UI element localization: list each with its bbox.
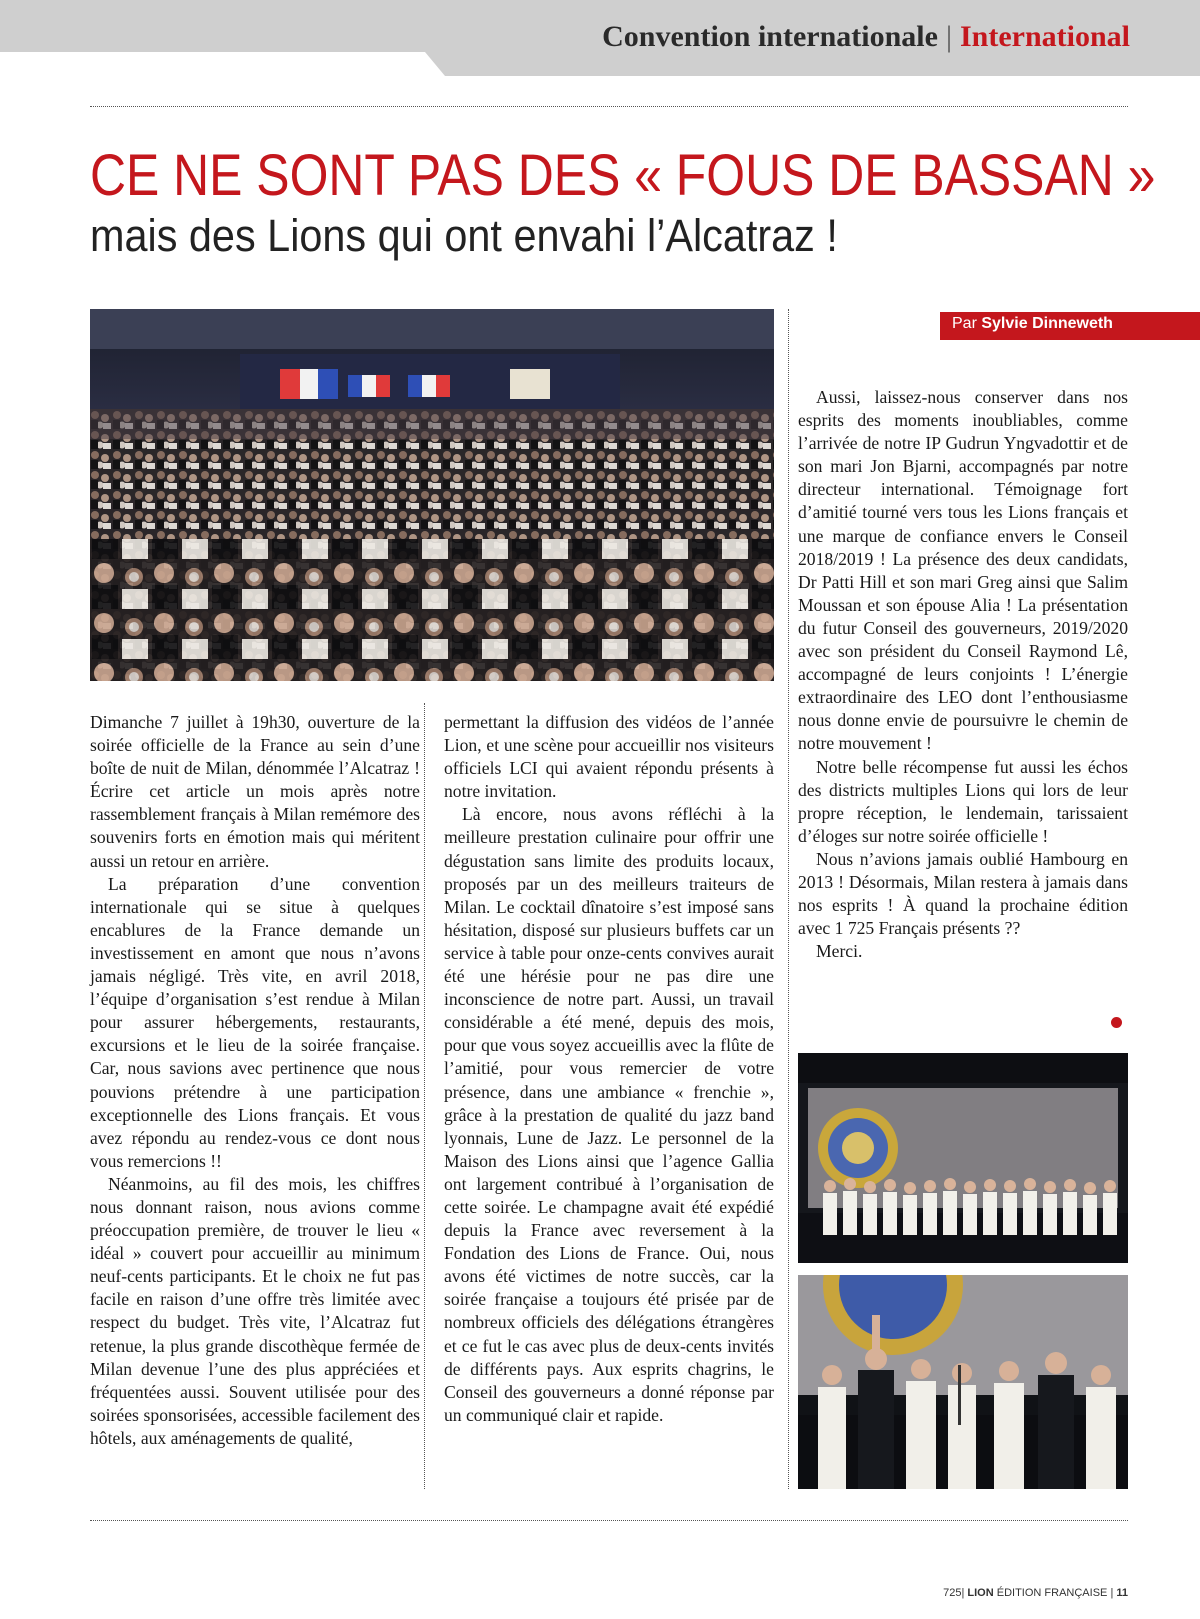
top-rule [90, 106, 1128, 107]
author-byline [940, 312, 1200, 340]
magazine-name: LION [967, 1587, 994, 1599]
paragraph: Là encore, nous avons réfléchi à la meilleure prestation culinaire pour offrir une dégustation sans limite des produits locaux, proposés par un des meilleurs traiteurs de Milan. Le cocktail dînatoire s’est imposé sans hésitation, disposé sur plusieurs buffets car un service à table pour onze-cents convives aurait été une hérésie pour ne pas dire une inconscience de notre part. Aussi, un travail considérable a été mené, depuis des mois, pour que vous soyez accueillis avec la flûte de l’amitié, pour vous remercier de votre présence, dans une ambiance « frenchie », grâce à la prestation de qualité du jazz band lyonnais, Lune de Jazz. Le personnel de la Maison des Lions ainsi que l’agence Gallia ont largement contribué à l’organisation de cette soirée. Le champagne avait été expédié depuis la France avec reversement à la Fondation des Lions de France. Oui, nous avons été victimes de notre succès, car la soirée française a toujours été prisée par de nombreux officiels des délégations étrangères et ce fut le cas avec plus de deux-cents invités de différents pays. Aux esprits chagrins, le Conseil des gouverneurs a donné réponse par un communiqué clair et rapide. [444, 804, 774, 1425]
column-divider-1 [424, 703, 425, 1489]
stage-speakers-image [798, 1275, 1128, 1489]
photo-stage-speakers [798, 1275, 1128, 1489]
photo-stage-choir [798, 1053, 1128, 1263]
article-column-2 [444, 711, 774, 1427]
paragraph: Merci. [816, 941, 863, 962]
article-column-1 [90, 711, 420, 1450]
byline-prefix: Par [952, 315, 977, 332]
paragraph: Aussi, laissez-nous conserver dans nos esprits des moments inoubliables, comme l’arrivée de notre IP Gudrun Yngvadottir et de son mari Jon Bjarni, accompagnés par notre directeur international. Témoignage fort d’amitié tourné vers tous les Lions français et une marque de confiance envers le Conseil 2018/2019 ! La présence des deux candidats, Dr Patti Hill et son mari Greg ainsi que Salim Moussan et son épouse Alia ! La présentation du futur Conseil des gouverneurs, 2019/2020 avec son président du Conseil Raymond Lê, accompagné de leurs conjoints ! L’énergie extraordinaire des LEO dont l’enthousiasme nous donne envie de poursuivre le chemin de notre mouvement ! [798, 387, 1128, 754]
ballroom-crowd-image [90, 309, 774, 681]
stage-choir-image [798, 1053, 1128, 1263]
header-separator: | [945, 20, 952, 53]
page-number: 11 [1116, 1587, 1128, 1599]
photo-ballroom-crowd [90, 309, 774, 681]
section-header [602, 20, 1130, 54]
article-end-mark [1111, 1017, 1122, 1028]
issue-number: 725 [943, 1587, 962, 1599]
bottom-rule [90, 1520, 1128, 1521]
footer-separator: | [1110, 1587, 1114, 1599]
paragraph: Dimanche 7 juillet à 19h30, ouverture de la soirée officielle de la France au sein d’une boîte de nuit de Milan, dénommée l’Alcatraz ! Écrire cet article un mois après notre rassemblement français à Milan remémore des souvenirs forts en émotion mais qui méritent aussi un retour en arrière. [90, 712, 420, 871]
page-footer [943, 1587, 1128, 1599]
footer-separator: | [961, 1587, 965, 1599]
paragraph: Néanmoins, au fil des mois, les chiffres nous donnant raison, nous avions comme préoccupation première, de trouver le lieu « idéal » couvert pour accueillir au minimum neuf-cents participants. Et le choix ne fut pas facile en raison d’une offre très limitée avec respect du budget. Très vite, l’Alcatraz fut retenue, la plus grande discothèque fermée de Milan devenue l’une des plus appréciées et fréquentées aussi. Souvent utilisée pour des soirées sponsorisées, accessible facilement des hôtels, aux aménagements de qualité, [90, 1173, 420, 1448]
column-divider-2 [788, 309, 789, 1489]
section-name: Convention internationale [602, 20, 938, 53]
paragraph: permettant la diffusion des vidéos de l’année Lion, et une scène pour accueillir nos visiteurs officiels LCI qui avaient répondu présents à notre invitation. [444, 712, 774, 802]
paragraph: Notre belle récompense fut aussi les échos des districts multiples Lions qui lors de leur propre réception, le lendemain, tarissaient d’éloges sur notre soirée officielle ! [798, 756, 1128, 846]
article-title: CE NE SONT PAS DES « FOUS DE BASSAN » [90, 143, 1156, 208]
author-name: Sylvie Dinneweth [981, 315, 1113, 332]
section-category: International [959, 20, 1130, 53]
paragraph: Nous n’avions jamais oublié Hambourg en 2013 ! Désormais, Milan restera à jamais dans nos esprits ! À quand la prochaine édition avec 1 725 Français présents ?? [798, 848, 1128, 939]
paragraph: La préparation d’une convention internationale qui se situe à quelques encablures de la France demande un investissement en amont que nous n’avons jamais négligé. Très vite, en avril 2018, l’équipe d’organisation s’est rendue à Milan pour assurer hébergements, restaurants, excursions et le lieu de la soirée française. Car, nous savions avec pertinence que nous pouvions prétendre à une participation exceptionnelle des Lions français. Et vous avez répondu au rendez-vous ce dont nous vous remercions !! [90, 873, 420, 1171]
article-column-3 [798, 386, 1128, 963]
magazine-edition: ÉDITION FRANÇAISE [996, 1587, 1108, 1599]
article-subtitle: mais des Lions qui ont envahi l’Alcatraz ! [90, 210, 838, 261]
